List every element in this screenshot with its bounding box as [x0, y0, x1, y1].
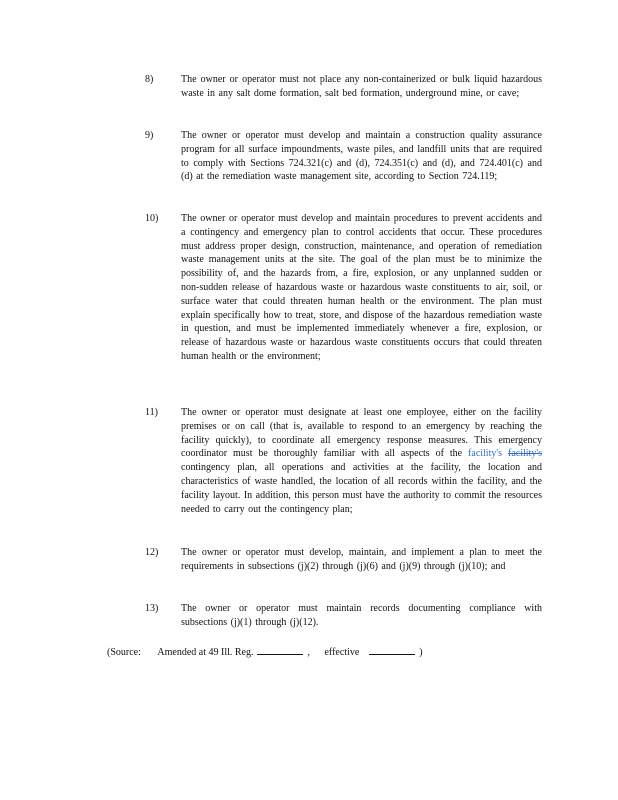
source-effective: effective — [324, 647, 360, 658]
source-suffix: ) — [419, 647, 423, 658]
item-text: The owner or operator must develop, maintain, and implement a plan to meet the requirements in subsections (j)(2) through (j)(6) and (j)(9) through (j)(10); and — [181, 547, 542, 572]
item-number: 8) — [145, 74, 154, 85]
item-text-before: The owner or operator must designate at least one employee, either on the facility premises or on call (that is, available to respond to an emergency by reaching the facility quickly), to coordinate all emergency response measures. This emergency coordinator must be thoroughly familiar with all aspects of the — [181, 407, 542, 460]
item-text: The owner or operator must not place any non-containerized or bulk liquid hazardous waste in any salt dome formation, salt bed formation, underground mine, or cave; — [181, 74, 542, 99]
item-number: 10) — [145, 213, 159, 224]
item-text: The owner or operator must develop and maintain a construction quality assurance program for all surface impoundments, waste piles, and landfill units that are required to comply with Sections 724.321(c) and (d), 724.351(c) and (d), and 724.401(c) and (d) at the remediation waste management site, according to Section 724.119; — [181, 130, 542, 183]
item-text: The owner or operator must maintain records documenting compliance with subsections (j)(1) through (j)(12). — [181, 603, 542, 628]
item-text-after: contingency plan, all operations and activities at the facility, the location and characteristics of waste handled, the location of all records within the facility, and the facility layout. In addition, this person must have the authority to commit the resources needed to carry out the contingency plan; — [181, 462, 542, 515]
item-number: 11) — [145, 407, 158, 418]
item-number: 9) — [145, 130, 154, 141]
inserted-text: facility's — [468, 448, 503, 460]
source-amended: Amended at 49 Ill. Reg. — [157, 647, 254, 658]
item-number: 12) — [145, 547, 159, 558]
source-note: (Source: Amended at 49 Ill. Reg. , effective ) — [107, 644, 423, 660]
source-prefix: (Source: — [107, 647, 141, 658]
date-blank-2 — [369, 644, 415, 655]
item-number: 13) — [145, 603, 159, 614]
item-text — [181, 406, 542, 516]
item-text: The owner or operator must develop and maintain procedures to prevent accidents and a contingency and emergency plan to control accidents that occur. These procedures must address proper design, construction, maintenance, and operation of remediation waste management units at the site. The goal of the plan must be to minimize the possibility of, and the hazards from, a fire, explosion, or any unplanned sudden or non-sudden release of hazardous waste or hazardous waste constituents to air, soil, or surface water that could threaten human health or the environment. The plan must explain specifically how to treat, store, and dispose of the hazardous remediation waste in question, and must be implemented immediately whenever a fire, explosion, or release of hazardous waste or hazardous waste constituents occurs that could threaten human health or the environment; — [181, 213, 542, 362]
deleted-text: facility's — [508, 448, 543, 460]
date-blank-1 — [257, 644, 303, 655]
